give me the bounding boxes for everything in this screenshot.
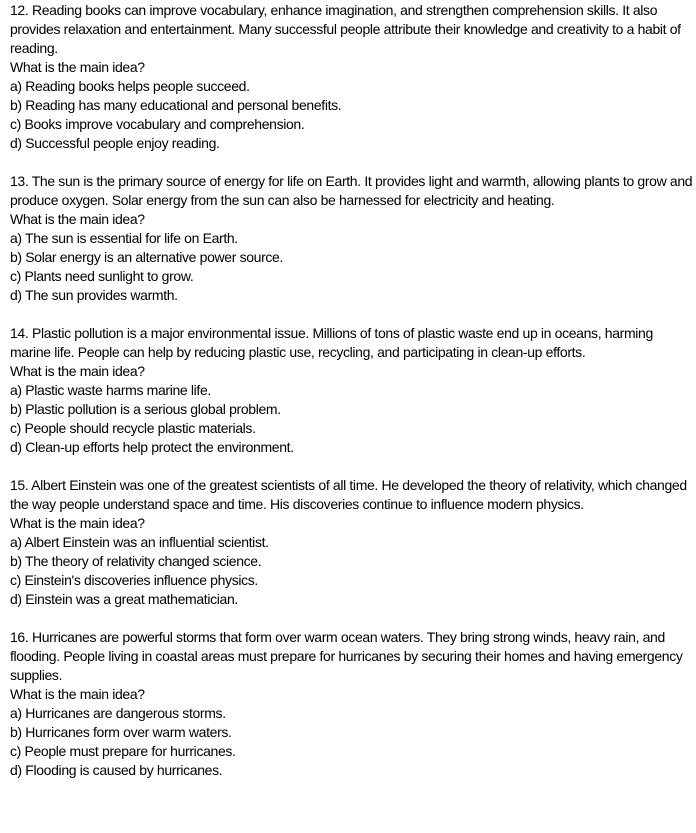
question-prompt: What is the main idea? xyxy=(10,211,145,227)
answer-option-b: b) Solar energy is an alternative power source. xyxy=(10,249,284,265)
answer-option-a: a) Reading books helps people succeed. xyxy=(10,78,250,94)
answer-option-a: a) Plastic waste harms marine life. xyxy=(10,382,211,398)
question-13 xyxy=(10,172,694,305)
answer-option-d: d) Successful people enjoy reading. xyxy=(10,135,220,151)
question-passage: 13. The sun is the primary source of energy for life on Earth. It provides light and warmth, allowing plants to grow and produce oxygen. Solar energy from the sun can also be harnessed for electricity and heating. xyxy=(10,173,693,208)
question-prompt: What is the main idea? xyxy=(10,686,145,702)
question-12 xyxy=(10,1,694,153)
answer-option-d: d) The sun provides warmth. xyxy=(10,287,178,303)
question-passage: 14. Plastic pollution is a major environmental issue. Millions of tons of plastic waste end up in oceans, harming marine life. People can help by reducing plastic use, recycling, and participating in clean-up efforts. xyxy=(10,325,653,360)
question-prompt: What is the main idea? xyxy=(10,59,145,75)
answer-option-d: d) Flooding is caused by hurricanes. xyxy=(10,762,223,778)
answer-option-b: b) Hurricanes form over warm waters. xyxy=(10,724,232,740)
answer-option-b: b) Plastic pollution is a serious global problem. xyxy=(10,401,281,417)
answer-option-c: c) People should recycle plastic materials. xyxy=(10,420,256,436)
answer-option-a: a) Albert Einstein was an influential scientist. xyxy=(10,534,269,550)
question-14 xyxy=(10,324,694,457)
question-15 xyxy=(10,476,694,609)
answer-option-c: c) People must prepare for hurricanes. xyxy=(10,743,236,759)
answer-option-a: a) Hurricanes are dangerous storms. xyxy=(10,705,226,721)
question-passage: 16. Hurricanes are powerful storms that form over warm ocean waters. They bring strong winds, heavy rain, and flooding. People living in coastal areas must prepare for hurricanes by securing their homes and having emergency supplies. xyxy=(10,629,683,683)
answer-option-b: b) The theory of relativity changed science. xyxy=(10,553,262,569)
answer-option-c: c) Einstein's discoveries influence physics. xyxy=(10,572,258,588)
answer-option-c: c) Books improve vocabulary and comprehension. xyxy=(10,116,305,132)
answer-option-a: a) The sun is essential for life on Earth. xyxy=(10,230,238,246)
answer-option-b: b) Reading has many educational and personal benefits. xyxy=(10,97,342,113)
question-passage: 15. Albert Einstein was one of the greatest scientists of all time. He developed the theory of relativity, which changed the way people understand space and time. His discoveries continue to influence modern physics. xyxy=(10,477,687,512)
answer-option-c: c) Plants need sunlight to grow. xyxy=(10,268,194,284)
question-16 xyxy=(10,628,694,780)
answer-option-d: d) Einstein was a great mathematician. xyxy=(10,591,238,607)
question-passage: 12. Reading books can improve vocabulary, enhance imagination, and strengthen comprehension skills. It also provides relaxation and entertainment. Many successful people attribute their knowledge and creativity to a habit of reading. xyxy=(10,2,681,56)
question-prompt: What is the main idea? xyxy=(10,363,145,379)
answer-option-d: d) Clean-up efforts help protect the environment. xyxy=(10,439,294,455)
worksheet-page xyxy=(10,1,694,780)
question-prompt: What is the main idea? xyxy=(10,515,145,531)
